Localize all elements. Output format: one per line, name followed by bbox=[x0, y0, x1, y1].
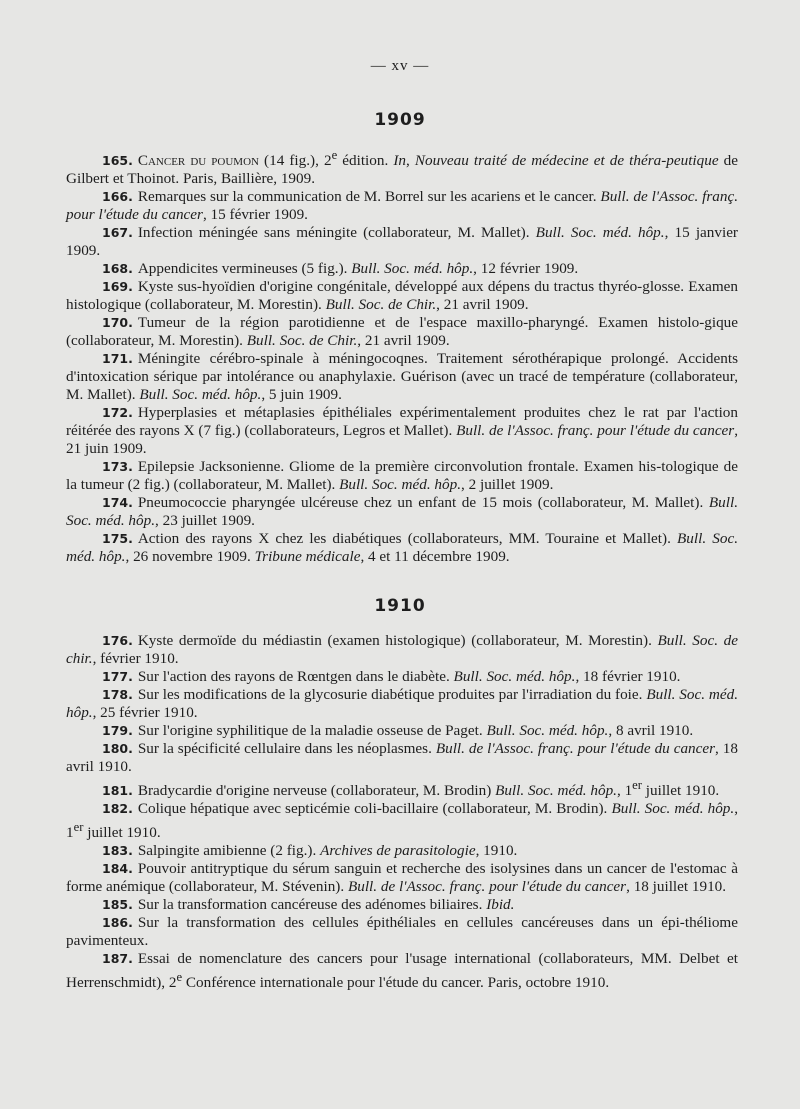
bibliography-entry bbox=[66, 686, 738, 722]
entry-text: Méningite cérébro-spinale à méningocoqnes. Traitement sérothérapique prolongé. Accidents d'intoxication sérique par intolérance ou anaphylaxie. Guérison (avec un tracé de température (collaborateur, M. Mallet). Bull. Soc. méd. hôp., 5 juin 1909. bbox=[66, 350, 738, 404]
entry-text: Salpingite amibienne (2 fig.). Archives de parasitologie, 1910. bbox=[137, 842, 518, 860]
entry-number: 182. bbox=[102, 801, 133, 817]
entry-number: 176. bbox=[102, 633, 133, 648]
bibliography-entry bbox=[66, 896, 738, 914]
entry-text: Remarques sur la communication de M. Borrel sur les acariens et le cancer. Bull. de l'Assoc. franç. pour l'étude du cancer, 15 février 1909. bbox=[66, 188, 738, 224]
entry-number: 180. bbox=[102, 741, 133, 756]
entry-number: 185. bbox=[102, 897, 133, 913]
entry-text: Infection méningée sans méningite (collaborateur, M. Mallet). Bull. Soc. méd. hôp., 15 janvier 1909. bbox=[66, 224, 738, 260]
entry-number: 172. bbox=[102, 405, 133, 421]
entry-number: 171. bbox=[102, 351, 133, 367]
entry-text: Sur la transformation des cellules épithéliales en cellules cancéreuses dans un épi-théliome pavimenteux. bbox=[66, 914, 738, 950]
entry-number: 186. bbox=[102, 915, 133, 931]
entry-number: 167. bbox=[102, 225, 133, 241]
entry-number: 174. bbox=[102, 495, 133, 511]
entries-1910 bbox=[66, 632, 738, 992]
entry-text: Bradycardie d'origine nerveuse (collaborateur, M. Brodin) Bull. Soc. méd. hôp., 1er juillet 1910. bbox=[137, 778, 720, 800]
entry-text: Cancer du poumon (14 fig.), 2e édition. In, Nouveau traité de médecine et de théra-peutique de Gilbert et Thoinot. Paris, Baillière, 1909. bbox=[66, 148, 738, 188]
bibliography-entry bbox=[66, 278, 738, 314]
bibliography-entry bbox=[66, 914, 738, 950]
bibliography-entry bbox=[66, 260, 738, 278]
entry-text: Sur les modifications de la glycosurie diabétique produites par l'irradiation du foie. Bull. Soc. méd. hôp., 25 février 1910. bbox=[66, 686, 739, 721]
section-year-1910: 1910 bbox=[374, 596, 426, 616]
entry-text: Sur l'origine syphilitique de la maladie osseuse de Paget. Bull. Soc. méd. hôp., 8 avril 1910. bbox=[137, 722, 694, 739]
entry-number: 173. bbox=[102, 459, 133, 475]
entry-text: Kyste sus-hyoïdien d'origine congénitale, développé aux dépens du tractus thyréo-glosse. Examen histologique (collaborateur, M. Morestin). Bull. Soc. de Chir., 21 avril 1909. bbox=[66, 278, 738, 314]
bibliography-entry bbox=[66, 458, 738, 494]
entry-text: Sur la spécificité cellulaire dans les néoplasmes. Bull. de l'Assoc. franç. pour l'étude du cancer, 18 avril 1910. bbox=[66, 740, 738, 775]
entry-number: 183. bbox=[102, 843, 133, 859]
entry-text: Appendicites vermineuses (5 fig.). Bull. Soc. méd. hôp., 12 février 1909. bbox=[137, 260, 579, 278]
bibliography-entry bbox=[66, 776, 738, 800]
bibliography-entry bbox=[66, 632, 738, 668]
entry-text: Colique hépatique avec septicémie coli-bacillaire (collaborateur, M. Brodin). Bull. Soc. méd. hôp., 1er juillet 1910. bbox=[66, 800, 738, 842]
bibliography-entry bbox=[66, 842, 738, 860]
entry-text: Essai de nomenclature des cancers pour l'usage international (collaborateurs, MM. Delbet et Herrenschmidt), 2e Conférence internationale pour l'étude du cancer. Paris, octobre 1910. bbox=[66, 950, 738, 992]
bibliography-entry bbox=[66, 494, 738, 530]
entry-number: 165. bbox=[102, 153, 133, 169]
bibliography-entry bbox=[66, 350, 738, 404]
bibliography-entry bbox=[66, 146, 738, 188]
bibliography-entry bbox=[66, 800, 738, 842]
entry-text: Epilepsie Jacksonienne. Gliome de la première circonvolution frontale. Examen his-tologique de la tumeur (2 fig.) (collaborateur, M. Mallet). Bull. Soc. méd. hôp., 2 juillet 1909. bbox=[66, 458, 738, 494]
entry-number: 181. bbox=[102, 783, 133, 799]
entry-text: Action des rayons X chez les diabétiques (collaborateurs, MM. Touraine et Mallet). Bull. Soc. méd. hôp., 26 novembre 1909. Tribune médicale, 4 et 11 décembre 1909. bbox=[66, 530, 738, 566]
entry-text: Hyperplasies et métaplasies épithéliales expérimentalement produites chez le rat par l'action réitérée des rayons X (7 fig.) (collaborateurs, Legros et Mallet). Bull. de l'Assoc. franç. pour l'étude du cancer, 21 juin 1909. bbox=[66, 404, 739, 458]
bibliography-entry bbox=[66, 188, 738, 224]
entry-text: Pouvoir antitryptique du sérum sanguin et recherche des isolysines dans un cancer de l'estomac à forme anémique (collaborateur, M. Stévenin). Bull. de l'Assoc. franç. pour l'étude du cancer, 18 juillet 1910. bbox=[66, 860, 738, 896]
bibliography-entry bbox=[66, 950, 738, 992]
bibliography-entry bbox=[66, 224, 738, 260]
entry-text: Sur la transformation cancéreuse des adénomes biliaires. Ibid. bbox=[137, 896, 515, 914]
page-number: — xv — bbox=[370, 58, 430, 74]
entry-number: 168. bbox=[102, 261, 133, 277]
entry-text: Pneumococcie pharyngée ulcéreuse chez un enfant de 15 mois (collaborateur, M. Mallet). Bull. Soc. méd. hôp., 23 juillet 1909. bbox=[66, 494, 738, 530]
entry-number: 175. bbox=[102, 531, 133, 547]
entry-text: Sur l'action des rayons de Rœntgen dans le diabète. Bull. Soc. méd. hôp., 18 février 1910. bbox=[137, 668, 681, 685]
entry-text: Kyste dermoïde du médiastin (examen histologique) (collaborateur, M. Morestin). Bull. Soc. de chir., février 1910. bbox=[66, 632, 739, 667]
entries-1909 bbox=[66, 146, 738, 566]
bibliography-entry bbox=[66, 860, 738, 896]
bibliography-entry bbox=[66, 722, 738, 740]
bibliography-entry bbox=[66, 740, 738, 776]
bibliography-entry bbox=[66, 668, 738, 686]
entry-number: 184. bbox=[102, 861, 133, 877]
entry-number: 169. bbox=[102, 279, 133, 295]
entry-number: 177. bbox=[102, 669, 133, 684]
bibliography-entry bbox=[66, 530, 738, 566]
entry-number: 178. bbox=[102, 687, 133, 702]
entry-number: 166. bbox=[102, 189, 133, 205]
section-year-1909: 1909 bbox=[374, 110, 426, 130]
entry-number: 179. bbox=[102, 723, 133, 738]
bibliography-entry bbox=[66, 314, 738, 350]
bibliography-entry bbox=[66, 404, 738, 458]
entry-number: 170. bbox=[102, 315, 133, 331]
entry-number: 187. bbox=[102, 951, 133, 967]
entry-text: Tumeur de la région parotidienne et de l'espace maxillo-pharyngé. Examen histolo-gique (collaborateur, M. Morestin). Bull. Soc. de Chir., 21 avril 1909. bbox=[66, 314, 738, 350]
